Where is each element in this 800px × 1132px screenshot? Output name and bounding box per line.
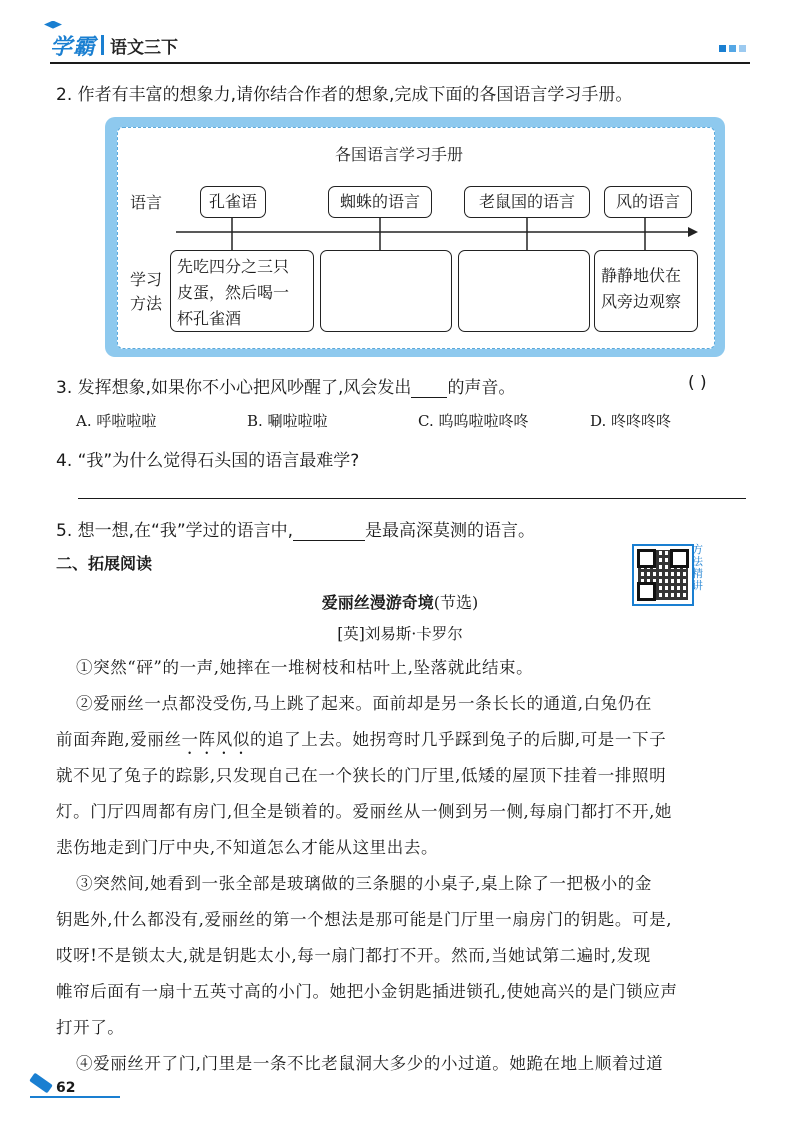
question-2: 2. 作者有丰富的想象力,请你结合作者的想象,完成下面的各国语言学习手册。 [56, 85, 633, 105]
emphasized-phrase: 一阵风似 [181, 730, 250, 749]
language-tag: 孔雀语 [200, 186, 266, 218]
paragraph-line: 就不见了兔子的踪影,只发现自己在一个狭长的门厅里,低矮的屋顶下挂着一排照明 [56, 766, 667, 785]
paragraph-line: 帷帘后面有一扇十五英寸高的小门。她把小金钥匙插进锁孔,使她高兴的是门锁应声 [56, 982, 678, 1001]
paragraph-line: 打开了。 [56, 1018, 125, 1037]
method-cell: 静静地伏在 风旁边观察 [594, 250, 698, 332]
answer-line[interactable] [78, 498, 746, 499]
paragraph-line: 钥匙外,什么都没有,爱丽丝的第一个想法是那可能是门厅里一扇房门的钥匙。可是, [56, 910, 673, 929]
paragraph-line: 灯。门厅四周都有房门,但全是锁着的。爱丽丝从一侧到另一侧,每扇门都打不开,她 [56, 802, 673, 821]
paragraph-line: 悲伤地走到门厅中央,不知道怎么才能从这里出去。 [56, 838, 439, 857]
option-a[interactable]: A. 呼啦啦啦 [76, 412, 157, 430]
paragraph-line: 前面奔跑,爱丽丝一阵风似的追了上去。她拐弯时几乎踩到兔子的后脚,可是一下子 [56, 730, 667, 749]
paragraph-line: 哎呀!不是锁太大,就是钥匙太小,每一扇门都打不开。然而,当她试第二遍时,发现 [56, 946, 651, 965]
paragraph-line: ①突然“砰”的一声,她摔在一堆树枝和枯叶上,坠落就此结束。 [76, 658, 534, 677]
question-3: 3. 发挥想象,如果你不小心把风吵醒了,风会发出 的声音。 [56, 378, 516, 398]
language-tag: 蜘蛛的语言 [328, 186, 432, 218]
arrow-head-icon [688, 227, 698, 237]
row-label-method: 学习 方法 [130, 270, 163, 313]
option-c[interactable]: C. 呜呜啦啦咚咚 [418, 412, 529, 430]
option-d[interactable]: D. 咚咚咚咚 [590, 412, 672, 430]
answer-blank[interactable] [293, 520, 365, 541]
qr-label: 方法精讲 [692, 543, 703, 592]
language-tag: 风的语言 [604, 186, 692, 218]
question-5: 5. 想一想,在“我”学过的语言中, 是最高深莫测的语言。 [56, 521, 536, 541]
section-title: 二、拓展阅读 [56, 554, 153, 573]
footer-rule [30, 1096, 120, 1098]
paragraph-line: ④爱丽丝开了门,门里是一条不比老鼠洞大多少的小过道。她跪在地上顺着过道 [76, 1054, 664, 1073]
language-tag: 老鼠国的语言 [464, 186, 590, 218]
option-b[interactable]: B. 唰啦啦啦 [247, 412, 328, 430]
row-label-language: 语言 [130, 193, 163, 212]
article-author: [英]刘易斯·卡罗尔 [337, 625, 463, 643]
method-answer-field[interactable] [458, 250, 590, 332]
handbook-title: 各国语言学习手册 [335, 145, 464, 164]
answer-parentheses[interactable]: ( ) [688, 373, 707, 393]
book-title: 语文三下 [110, 37, 179, 58]
pencil-icon [29, 1073, 53, 1094]
paragraph-line: ②爱丽丝一点都没受伤,马上跳了起来。面前却是另一条长长的通道,白兔仍在 [76, 694, 652, 713]
answer-blank[interactable] [411, 377, 447, 398]
question-4: 4. “我”为什么觉得石头国的语言最难学? [56, 451, 360, 471]
method-answer-field[interactable] [320, 250, 452, 332]
logo: 学霸 [50, 30, 96, 61]
paragraph-line: ③突然间,她看到一张全部是玻璃做的三条腿的小桌子,桌上除了一把极小的金 [76, 874, 652, 893]
article-title: 爱丽丝漫游奇境(节选) [321, 593, 479, 612]
method-cell: 先吃四分之三只 皮蛋，然后喝一 杯孔雀酒 [170, 250, 314, 332]
page-number: 62 [56, 1080, 76, 1096]
